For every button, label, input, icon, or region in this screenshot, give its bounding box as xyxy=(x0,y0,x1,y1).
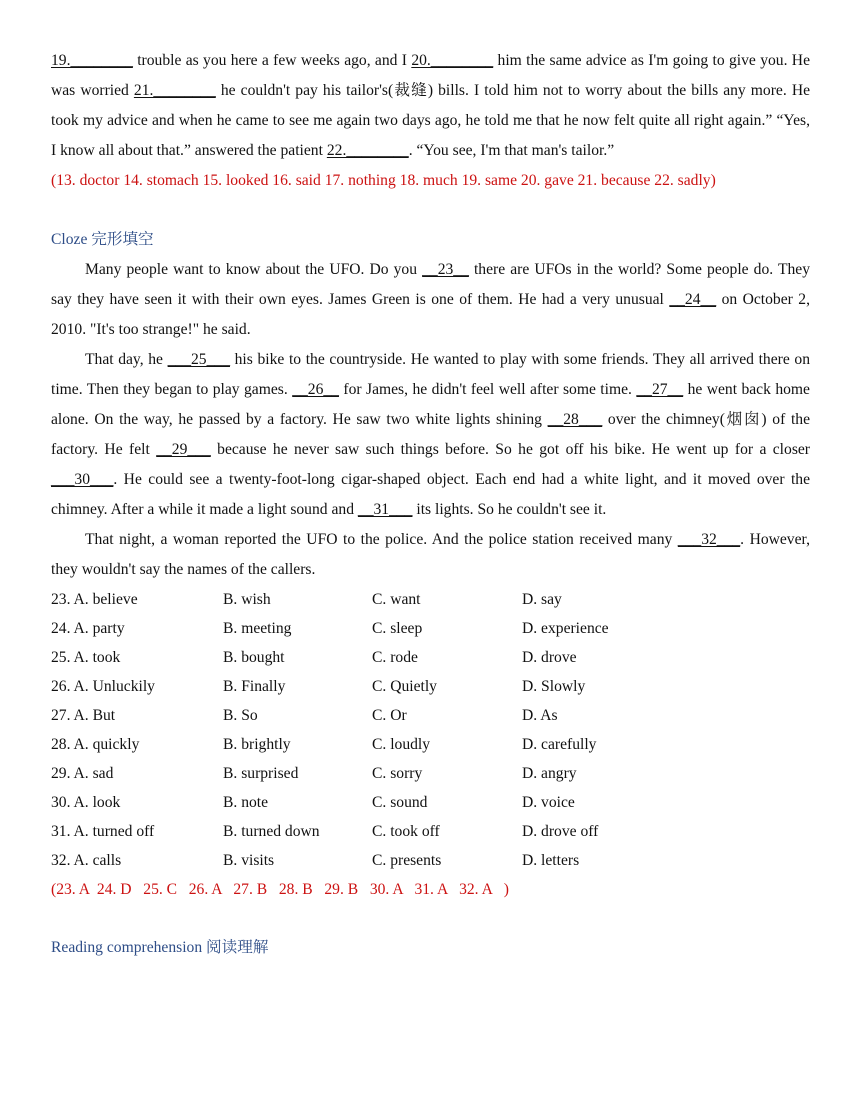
option-a: 30. A. look xyxy=(51,794,121,811)
option-row xyxy=(51,672,810,701)
blank-28: __28___ xyxy=(547,411,603,428)
blank-20: 20.________ xyxy=(411,52,494,69)
option-row xyxy=(51,817,810,846)
passage-text: he couldn't pay his tailor's(裁缝) bills. I told him not to worry about the bills any more. He took my advice and when he came to see me again two days ago, he told me that he now felt quite all right again.” “Yes, I know all about that.” answered the patient xyxy=(51,82,810,159)
passage-text: him the same advice as I'm going to give xyxy=(493,52,756,69)
cloze-text: . He could see a twenty-foot-long cigar-shaped object. Each end had a white light, and it moved over the chimney. After a while it made a light sound and xyxy=(51,471,810,518)
cloze-paragraph-1 xyxy=(51,255,810,345)
option-a: 23. A. believe xyxy=(51,591,138,608)
option-row xyxy=(51,643,810,672)
option-b: B. Finally xyxy=(223,678,286,695)
cloze-text: for James, he didn't feel well after some time. xyxy=(338,381,637,398)
blank-23: __23__ xyxy=(422,261,469,278)
option-b: B. brightly xyxy=(223,736,291,753)
option-d: D. drove off xyxy=(522,823,599,840)
option-b: B. meeting xyxy=(223,620,292,637)
option-c: C. presents xyxy=(372,852,442,869)
cloze-paragraph-3 xyxy=(51,525,810,585)
cloze-text: on October 2, 2010. "It's too strange!" he said. xyxy=(51,291,810,338)
option-row xyxy=(51,759,810,788)
cloze-paragraph-2 xyxy=(51,345,810,525)
option-b: B. surprised xyxy=(223,765,299,782)
option-c: C. want xyxy=(372,591,421,608)
option-c: C. loudly xyxy=(372,736,431,753)
option-row xyxy=(51,701,810,730)
cloze-text: That day, he xyxy=(85,351,168,368)
option-d: D. letters xyxy=(522,852,580,869)
blank-25: ___25___ xyxy=(167,351,230,368)
option-d: D. voice xyxy=(522,794,575,811)
answer-key-23-32: (23. A 24. D 25. C 26. A 27. B 28. B 29. B 30. A 31. A 32. A ) xyxy=(51,881,509,898)
passage-text: . “You see, I'm that man's tailor.” xyxy=(408,142,615,159)
option-c: C. took off xyxy=(372,823,440,840)
blank-22: 22.________ xyxy=(326,142,409,159)
option-row xyxy=(51,788,810,817)
option-b: B. note xyxy=(223,794,269,811)
blank-32: ___32___ xyxy=(677,531,741,548)
blank-31: __31___ xyxy=(357,501,413,518)
option-a: 28. A. quickly xyxy=(51,736,140,753)
option-c: C. Or xyxy=(372,707,407,724)
passage-continuation xyxy=(51,46,810,166)
section-heading-reading: Reading comprehension 阅读理解 xyxy=(51,939,269,956)
cloze-text: there are UFOs in the world? Some people do. They say they have seen it with their own eyes. James Green is one of them. He had a very unusual xyxy=(51,261,810,308)
option-c: C. sorry xyxy=(372,765,423,782)
option-a: 32. A. calls xyxy=(51,852,122,869)
blank-30: ___30___ xyxy=(51,471,114,488)
option-d: D. say xyxy=(522,591,562,608)
option-c: C. rode xyxy=(372,649,418,666)
answer-key-13-22: (13. doctor 14. stomach 15. looked 16. said 17. nothing 18. much 19. same 20. gave 21. because 22. sadly) xyxy=(51,172,716,189)
cloze-text: That night, a woman reported the UFO to the police. And the police station received many xyxy=(85,531,678,548)
cloze-text: Many people want to know about the UFO. Do you xyxy=(85,261,423,278)
option-row xyxy=(51,730,810,759)
option-b: B. visits xyxy=(223,852,275,869)
options-list xyxy=(51,585,810,875)
section-gap xyxy=(51,196,810,225)
option-a: 27. A. But xyxy=(51,707,116,724)
section-gap xyxy=(51,904,810,933)
blank-26: __26__ xyxy=(292,381,339,398)
blank-27: __27__ xyxy=(636,381,684,398)
option-b: B. bought xyxy=(223,649,285,666)
option-d: D. As xyxy=(522,707,558,724)
option-b: B. So xyxy=(223,707,258,724)
document-page xyxy=(51,46,810,963)
option-d: D. drove xyxy=(522,649,577,666)
passage-text: you. He was worried xyxy=(51,52,810,99)
option-a: 25. A. took xyxy=(51,649,121,666)
passage-text: trouble as you here a few weeks ago, and I xyxy=(132,52,412,69)
option-c: C. sleep xyxy=(372,620,423,637)
option-d: D. Slowly xyxy=(522,678,586,695)
option-c: C. Quietly xyxy=(372,678,437,695)
option-c: C. sound xyxy=(372,794,428,811)
cloze-text: because he never saw such things before. So he got off his bike. He went up for a closer xyxy=(210,441,810,458)
cloze-text: its lights. So he couldn't see it. xyxy=(412,501,607,518)
option-d: D. carefully xyxy=(522,736,597,753)
option-a: 31. A. turned off xyxy=(51,823,155,840)
option-a: 29. A. sad xyxy=(51,765,114,782)
option-b: B. turned down xyxy=(223,823,320,840)
option-b: B. wish xyxy=(223,591,271,608)
blank-24: __24__ xyxy=(669,291,717,308)
cloze-text: . However, they wouldn't say the names of the callers. xyxy=(51,531,810,578)
option-d: D. angry xyxy=(522,765,577,782)
option-a: 26. A. Unluckily xyxy=(51,678,155,695)
blank-21: 21.________ xyxy=(133,82,216,99)
section-heading-cloze: Cloze 完形填空 xyxy=(51,231,154,248)
cloze-text: his bike to the countryside. He wanted to play with some friends. They all arrived there on time. Then they began to play games. xyxy=(51,351,810,398)
blank-19: 19.________ xyxy=(51,52,133,69)
option-d: D. experience xyxy=(522,620,609,637)
option-a: 24. A. party xyxy=(51,620,125,637)
option-row xyxy=(51,846,810,875)
blank-29: __29___ xyxy=(156,441,211,458)
option-row xyxy=(51,614,810,643)
option-row xyxy=(51,585,810,614)
cloze-text: over the chimney(烟囱) of the factory. He felt xyxy=(51,411,811,458)
cloze-text: he went back home alone. On the way, he passed by a factory. He saw two white lights shining xyxy=(51,381,810,428)
